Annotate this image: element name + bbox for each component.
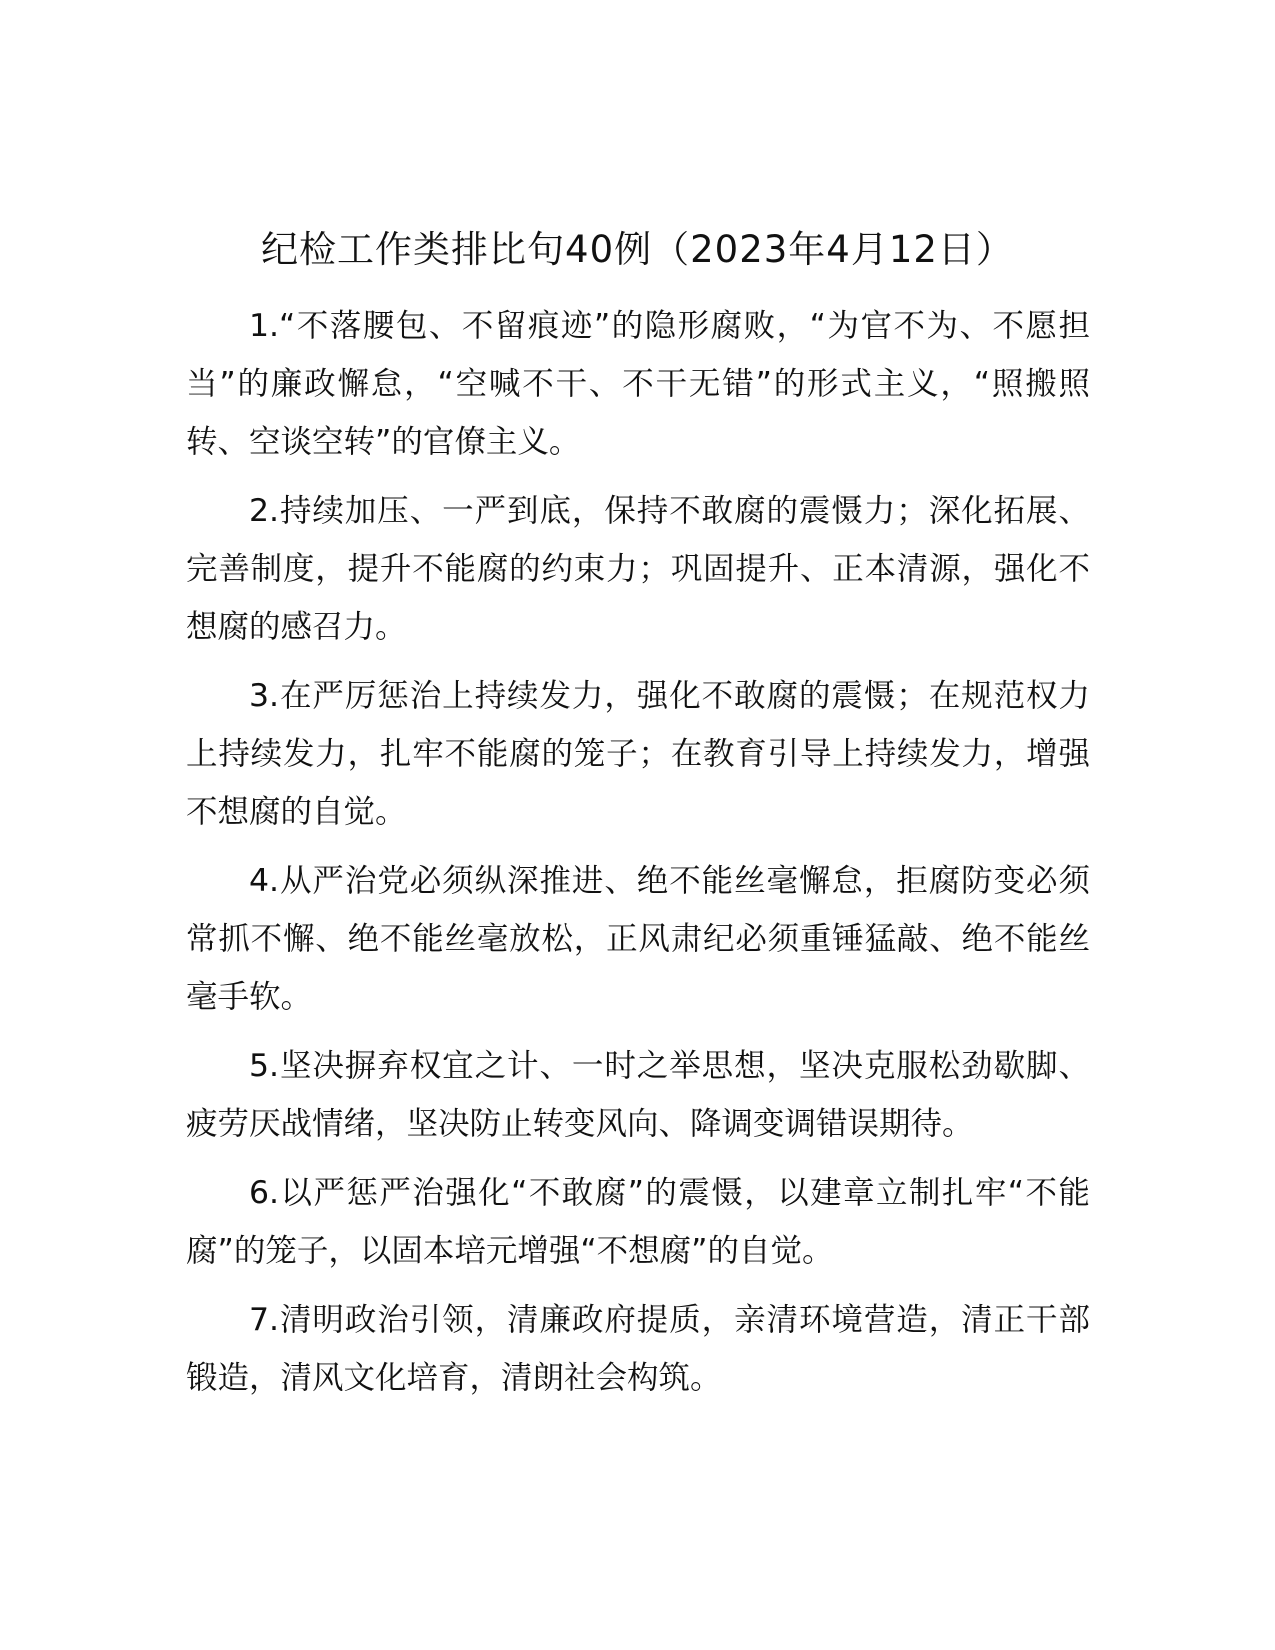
document-body (186, 297, 1090, 1418)
paragraph-1: 1.“不落腰包、不留痕迹”的隐形腐败，“为官不为、不愿担当”的廉政懈怠，“空喊不干、不干无错”的形式主义，“照搬照转、空谈空转”的官僚主义。 (186, 308, 1090, 460)
paragraph-4: 4.从严治党必须纵深推进、绝不能丝毫懈怠，拒腐防变必须常抓不懈、绝不能丝毫放松，正风肃纪必须重锤猛敲、绝不能丝毫手软。 (186, 863, 1090, 1015)
paragraph-7: 7.清明政治引领，清廉政府提质，亲清环境营造，清正干部锻造，清风文化培育，清朗社会构筑。 (186, 1302, 1090, 1396)
paragraph-6: 6.以严惩严治强化“不敢腐”的震慑，以建章立制扎牢“不能腐”的笼子，以固本培元增强“不想腐”的自觉。 (186, 1175, 1090, 1269)
paragraph-5: 5.坚决摒弃权宜之计、一时之举思想，坚决克服松劲歇脚、疲劳厌战情绪，坚决防止转变风向、降调变调错误期待。 (186, 1048, 1090, 1142)
paragraph-2: 2.持续加压、一严到底，保持不敢腐的震慑力；深化拓展、完善制度，提升不能腐的约束力；巩固提升、正本清源，强化不想腐的感召力。 (186, 493, 1090, 645)
paragraph-3: 3.在严厉惩治上持续发力，强化不敢腐的震慑；在规范权力上持续发力，扎牢不能腐的笼子；在教育引导上持续发力，增强不想腐的自觉。 (186, 678, 1090, 830)
document-title: 纪检工作类排比句40例（2023年4月12日） (261, 228, 1014, 271)
